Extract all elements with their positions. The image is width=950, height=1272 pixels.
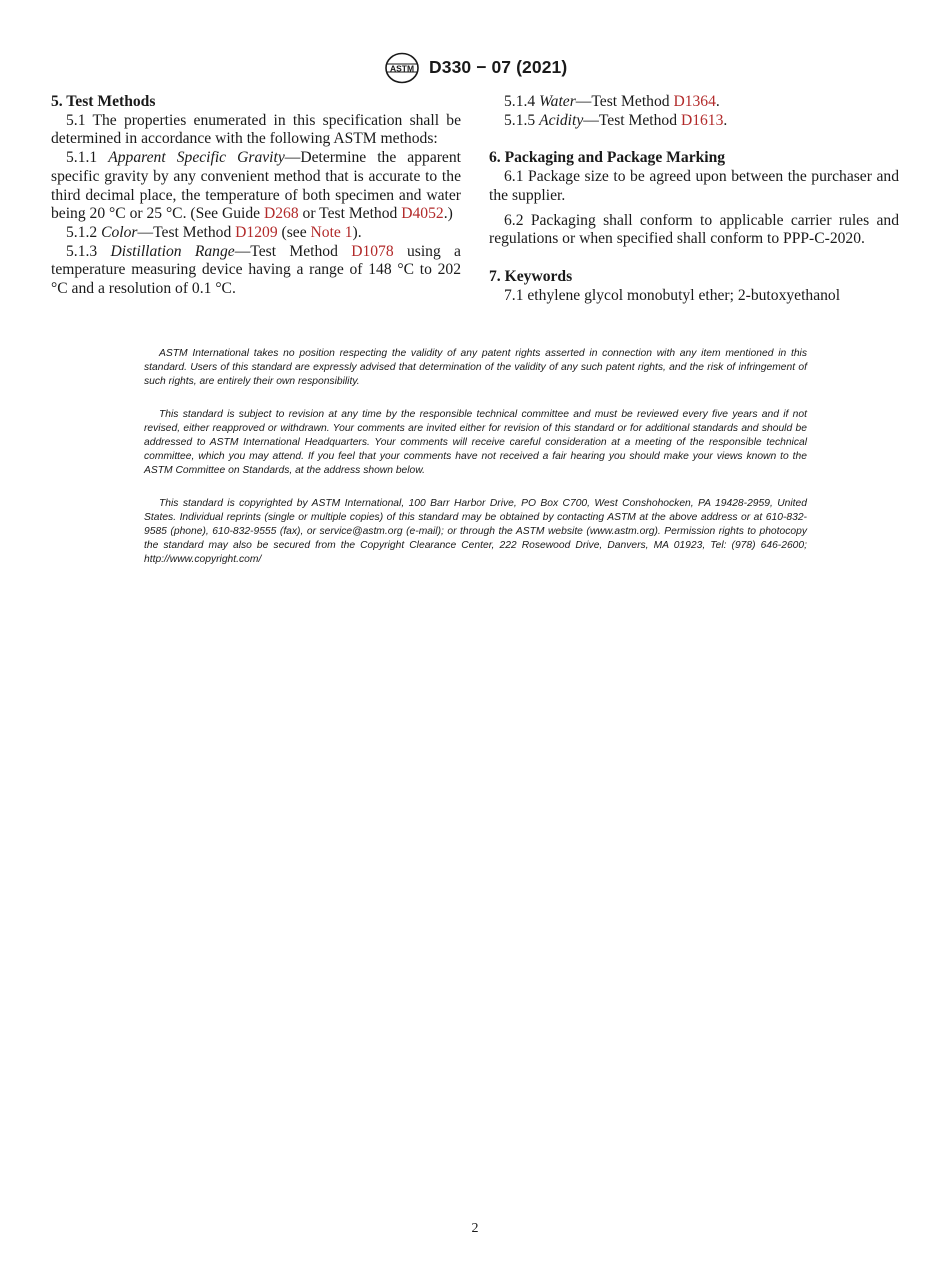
clause-number: 5.1.3 xyxy=(66,242,111,260)
patent-notice-text: ASTM International takes no position respecting the validity of any patent rights asserted in connection with any item mentioned in this standard. Users of this standard are expressly advised that determination of the validity of any such patent rights, and the risk of infringement of such rights, are entirely their own responsibility. xyxy=(144,348,807,387)
clause-text: . xyxy=(723,111,728,129)
paragraph-5-1-1 xyxy=(51,149,461,224)
clause-term: Water xyxy=(539,93,576,110)
paragraph-5-1-2 xyxy=(51,224,461,243)
patent-notice xyxy=(144,347,807,389)
paragraph-6-2: 6.2 Packaging shall conform to applicable carrier rules and regulations or when specified shall conform to PPP-C-2020. xyxy=(489,211,899,248)
right-column xyxy=(489,93,899,305)
link-d1078[interactable]: D1078 xyxy=(351,242,394,260)
clause-number: 5.1.1 xyxy=(66,149,109,167)
revision-notice-text: This standard is subject to revision at any time by the responsible technical committee and must be reviewed every five years and if not revised, either reapproved or withdrawn. Your comments are invited either for revision of this standard or for additional standards and should be addressed to ASTM International Headquarters. Your comments will receive careful consideration at a meeting of the responsible technical committee, which you may attend. If you feel that your comments have not received a fair hearing you should make your views known to the ASTM Committee on Standards, at the address shown below. xyxy=(144,409,807,476)
link-note-1[interactable]: Note 1 xyxy=(310,223,353,241)
clause-number: 5.1.5 xyxy=(504,111,540,129)
link-d1364[interactable]: D1364 xyxy=(673,93,716,110)
clause-text: .) xyxy=(443,205,453,223)
link-d4052[interactable]: D4052 xyxy=(401,205,444,223)
revision-notice xyxy=(144,408,807,478)
clause-term: Apparent Specific Gravity xyxy=(108,149,285,167)
clause-text: —Determine the apparent specific gravity by any convenient method that is accurate to the third decimal place, the temperature of both specimen and water being 20 °C or 25 °C. (See Guide xyxy=(51,149,461,223)
clause-text: —Test Method xyxy=(137,223,236,241)
clause-text: (see xyxy=(277,223,311,241)
clause-term: Acidity xyxy=(539,111,584,129)
clause-text: —Test Method xyxy=(234,242,352,260)
paragraph-5-1: 5.1 The properties enumerated in this specification shall be determined in accordance with the following ASTM methods: xyxy=(51,111,461,148)
paragraph-6-1: 6.1 Package size to be agreed upon between the purchaser and the supplier. xyxy=(489,168,899,204)
link-d1613[interactable]: D1613 xyxy=(680,111,724,129)
page-header xyxy=(0,52,950,86)
section-spacer xyxy=(489,130,899,149)
clause-text: . xyxy=(715,93,720,110)
section-6-heading: 6. Packaging and Package Marking xyxy=(489,149,726,167)
section-5-heading: 5. Test Methods xyxy=(51,93,156,110)
link-d268[interactable]: D268 xyxy=(264,205,299,223)
clause-text: —Test Method xyxy=(575,93,674,110)
page-number: 2 xyxy=(471,1221,479,1236)
clause-number: 5.1.2 xyxy=(66,223,102,241)
paragraph-5-1-5 xyxy=(489,112,899,131)
copyright-notice-text: This standard is copyrighted by ASTM International, 100 Barr Harbor Drive, PO Box C700, West Conshohocken, PA 19428-2959, United States. Individual reprints (single or multiple copies) of this standard may be obtained by contacting ASTM at the above address or at 610-832-9585 (phone), 610-832-9555 (fax), or service@astm.org (e-mail); or through the ASTM website (www.astm.org). Permission rights to photocopy the standard may also be secured from the Copyright Clearance Center, 222 Rosewood Drive, Danvers, MA 01923, Tel: (978) 646-2600; http://www.copyright.com/ xyxy=(144,498,807,565)
clause-text: ). xyxy=(352,223,362,241)
clause-term: Distillation Range xyxy=(110,242,235,260)
section-7-heading: 7. Keywords xyxy=(489,267,573,285)
logo-label: ASTM xyxy=(389,63,415,74)
link-d1209[interactable]: D1209 xyxy=(235,223,278,241)
clause-text: using a temperature measuring device having a range of 148 °C to 202 °C and a resolution of 0.1 °C. xyxy=(51,242,461,298)
clause-term: Color xyxy=(101,223,138,241)
paragraph-7-1: 7.1 ethylene glycol monobutyl ether; 2-butoxyethanol xyxy=(504,286,841,304)
paragraph-5-1-4 xyxy=(489,93,899,112)
copyright-notice xyxy=(144,497,807,567)
clause-number: 5.1.4 xyxy=(504,93,540,110)
clause-text: —Test Method xyxy=(583,111,681,129)
astm-logo-icon xyxy=(384,52,420,84)
clause-text: or Test Method xyxy=(298,205,402,223)
section-spacer xyxy=(489,249,899,268)
document-designation: D330 − 07 (2021) xyxy=(429,57,568,77)
left-column xyxy=(51,93,461,299)
paragraph-5-1-3 xyxy=(51,243,461,299)
